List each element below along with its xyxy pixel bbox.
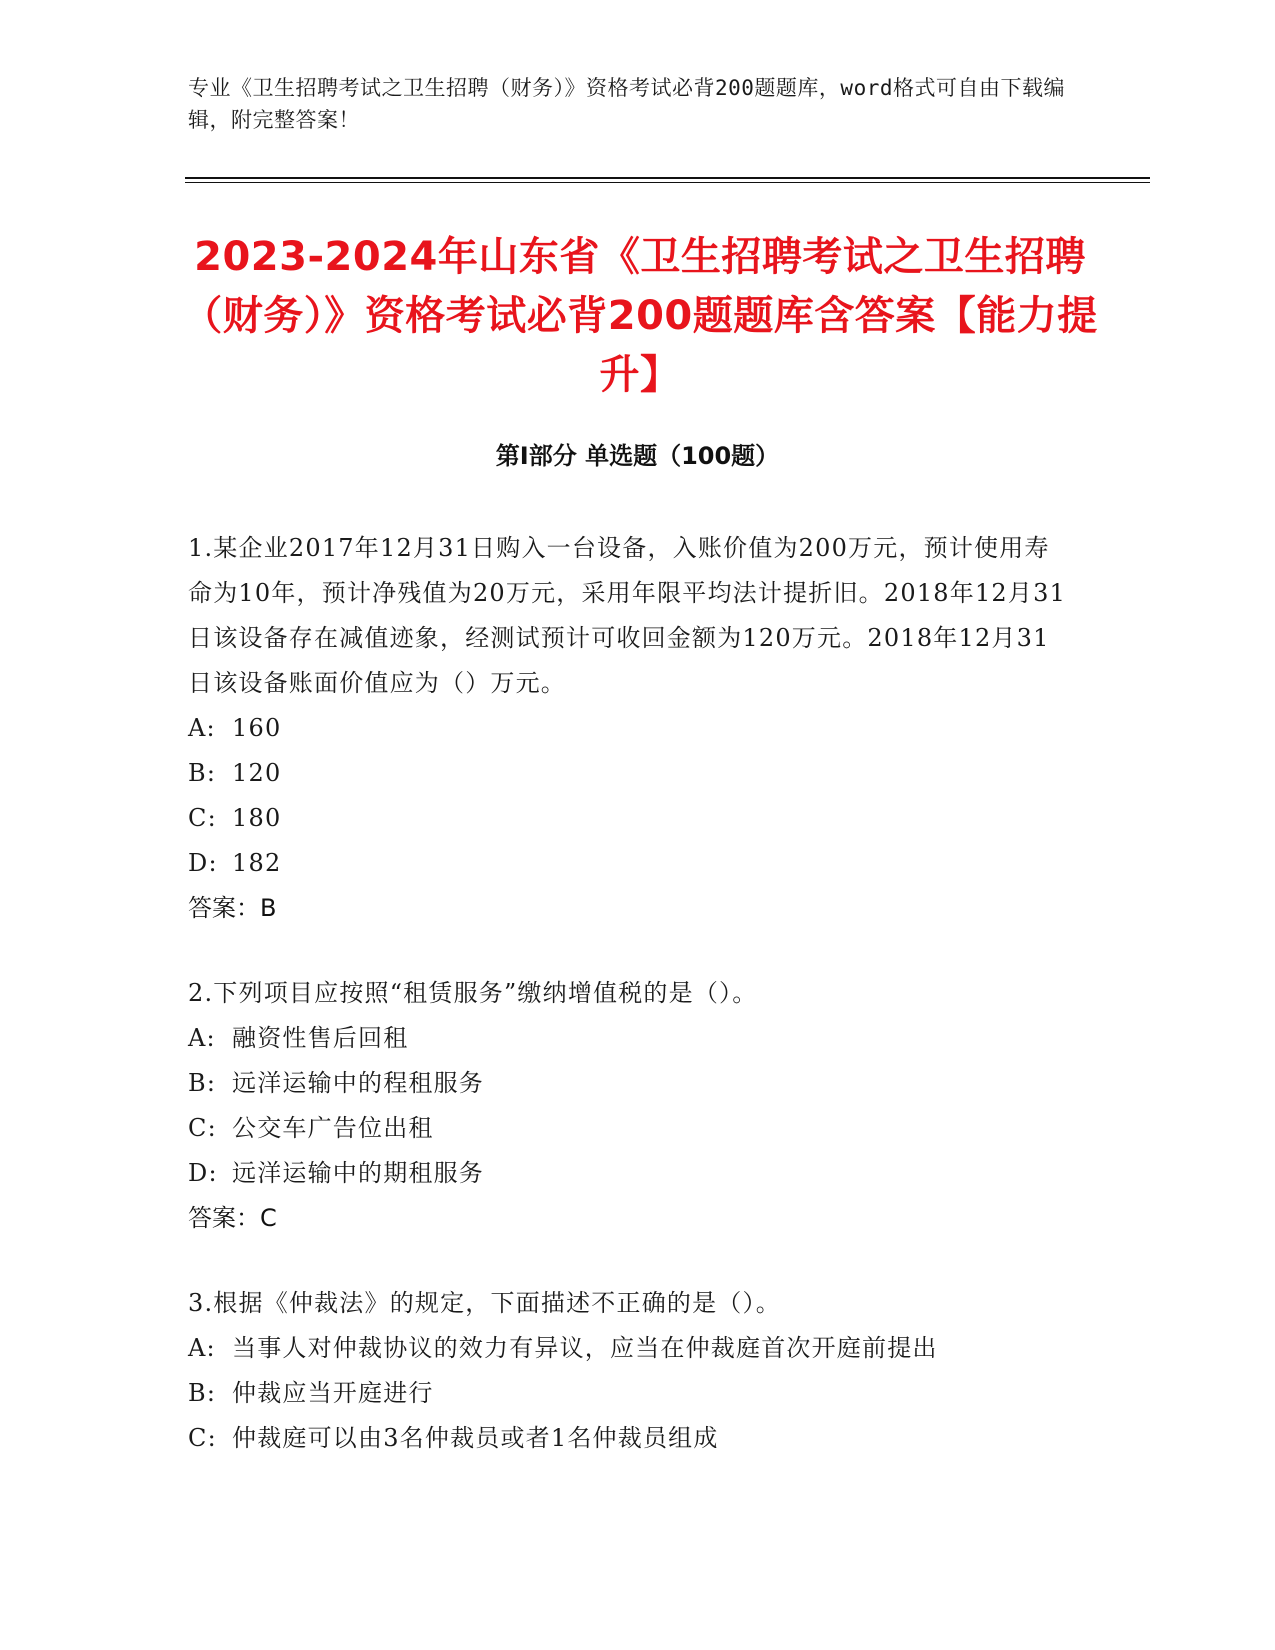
option-text: 182	[232, 849, 282, 877]
question-stem: 1.某企业2017年12月31日购入一台设备，入账价值为200万元，预计使用寿命为10年，预计净残值为20万元，采用年限平均法计提折旧。2018年12月31日该设备存在减值迹象，经测试预计可收回金额为120万元。2018年12月31日该设备账面价值应为（）万元。	[188, 534, 1067, 697]
option-text: 当事人对仲裁协议的效力有异议，应当在仲裁庭首次开庭前提出	[232, 1334, 938, 1362]
question-stem: 2.下列项目应按照“租赁服务”缴纳增值税的是（）。	[188, 979, 758, 1007]
option-c	[188, 1106, 1068, 1151]
option-letter: D:	[188, 1159, 218, 1187]
answer-line: 答案：C	[188, 1204, 277, 1232]
option-text: 远洋运输中的期租服务	[232, 1159, 484, 1187]
option-text: 公交车广告位出租	[232, 1114, 434, 1142]
option-letter: B:	[188, 1069, 217, 1097]
header-note: 专业《卫生招聘考试之卫生招聘（财务）》资格考试必背200题题库，word格式可自由下载编辑，附完整答案！	[188, 76, 1065, 132]
option-letter: B:	[188, 759, 217, 787]
document-title: 2023-2024年山东省《卫生招聘考试之卫生招聘（财务）》资格考试必背200题题库含答案【能力提升】	[182, 234, 1098, 398]
option-letter: C:	[188, 1424, 217, 1452]
question-3	[188, 1281, 1068, 1461]
option-b	[188, 1371, 1068, 1416]
question-2	[188, 971, 1068, 1241]
option-text: 180	[232, 804, 282, 832]
option-text: 160	[232, 714, 282, 742]
answer-line: 答案：B	[188, 894, 277, 922]
header-divider-thin	[185, 182, 1150, 183]
option-letter: A:	[188, 714, 216, 742]
option-letter: B:	[188, 1379, 217, 1407]
option-a	[188, 1016, 1068, 1061]
option-letter: C:	[188, 1114, 217, 1142]
header-divider-thick	[185, 177, 1150, 179]
option-letter: A:	[188, 1024, 216, 1052]
question-1	[188, 526, 1068, 931]
question-stem: 3.根据《仲裁法》的规定，下面描述不正确的是（）。	[188, 1289, 781, 1317]
option-c	[188, 1416, 1068, 1461]
option-text: 120	[232, 759, 282, 787]
option-text: 仲裁庭可以由3名仲裁员或者1名仲裁员组成	[232, 1424, 719, 1452]
option-b	[188, 1061, 1068, 1106]
option-a	[188, 1326, 1068, 1371]
option-letter: D:	[188, 849, 218, 877]
option-b	[188, 751, 1068, 796]
option-text: 远洋运输中的程租服务	[232, 1069, 484, 1097]
option-c	[188, 796, 1068, 841]
option-text: 融资性售后回租	[232, 1024, 409, 1052]
question-list	[188, 526, 1068, 1501]
option-a	[188, 706, 1068, 751]
option-text: 仲裁应当开庭进行	[232, 1379, 434, 1407]
option-d	[188, 1151, 1068, 1196]
section-title: 第Ⅰ部分 单选题（100题）	[495, 442, 780, 470]
option-d	[188, 841, 1068, 886]
option-letter: C:	[188, 804, 217, 832]
option-letter: A:	[188, 1334, 216, 1362]
